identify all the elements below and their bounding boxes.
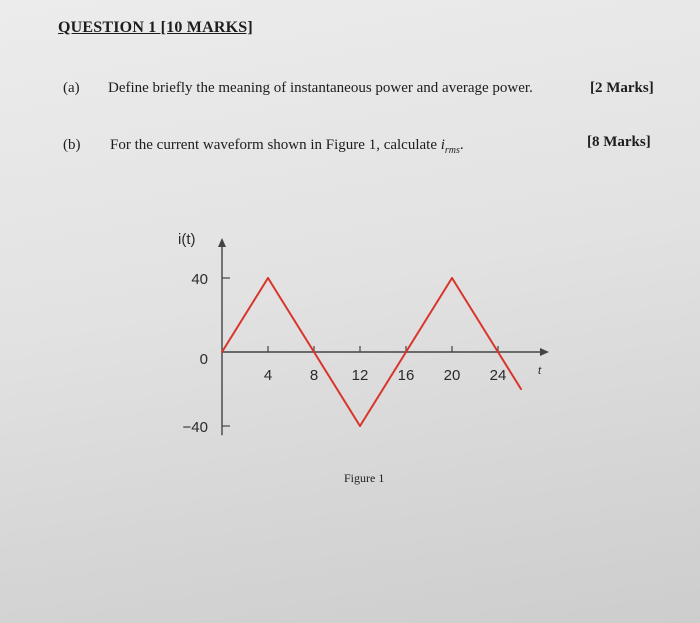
y-tick-label: −40 xyxy=(182,419,208,436)
waveform-segment xyxy=(314,352,360,426)
x-tick-label: 12 xyxy=(351,367,369,384)
y-axis-label: i(t) xyxy=(178,231,196,248)
x-tick-label: 8 xyxy=(309,367,319,384)
part-a-label: (a) xyxy=(63,80,80,96)
waveform-segment xyxy=(452,278,498,352)
irms-subscript: rms xyxy=(444,145,460,156)
part-b-text-before: For the current waveform shown in Figure 1, calculate xyxy=(110,137,441,153)
y-tick-label: 40 xyxy=(191,271,208,288)
waveform-segment xyxy=(222,278,268,352)
part-a-marks: [2 Marks] xyxy=(590,80,654,96)
x-tick-label: 16 xyxy=(397,367,415,384)
chart-ticks xyxy=(183,271,507,436)
y-tick-label: 0 xyxy=(199,351,208,368)
chart-axes xyxy=(218,238,549,435)
figure-caption: Figure 1 xyxy=(344,471,385,485)
irms-i: i xyxy=(440,137,445,153)
x-tick-label: 4 xyxy=(263,367,273,384)
x-tick-label: 24 xyxy=(489,367,507,384)
x-axis-label: t xyxy=(538,365,542,377)
part-a-text: Define briefly the meaning of instantaneous power and average power. xyxy=(108,80,533,96)
waveform-segment xyxy=(406,278,452,352)
part-b-marks: [8 Marks] xyxy=(587,134,651,150)
waveform-segment xyxy=(360,352,406,426)
x-axis-arrow xyxy=(540,348,549,356)
x-tick-label: 20 xyxy=(443,367,461,384)
part-b-text-after: . xyxy=(459,137,464,153)
question-title: QUESTION 1 [10 MARKS] xyxy=(58,19,253,36)
part-b-label: (b) xyxy=(63,137,81,153)
waveform-segment xyxy=(268,278,314,352)
y-axis-arrow xyxy=(218,238,226,247)
